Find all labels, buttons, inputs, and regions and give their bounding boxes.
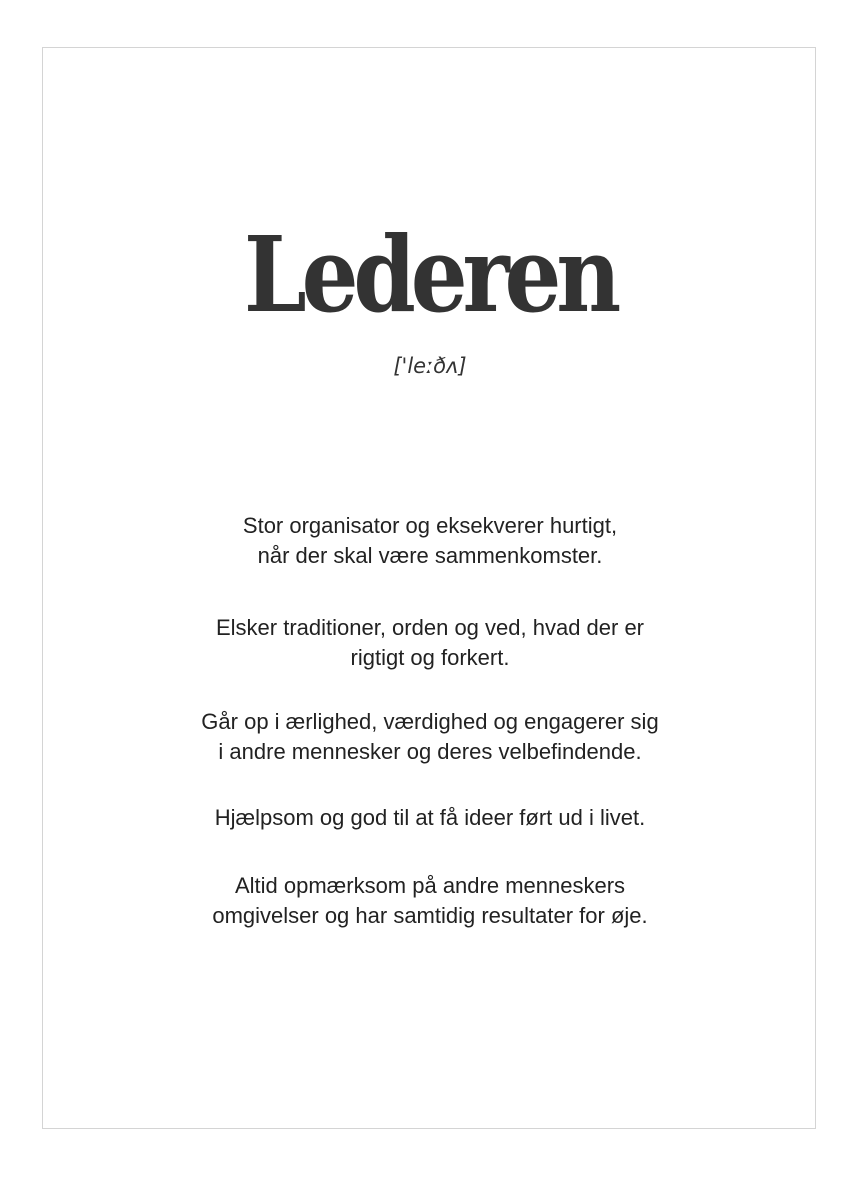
definition-paragraph-5	[0, 871, 860, 931]
phonetic-transcription: ['leːðʌ]	[393, 354, 467, 378]
paragraph-line: Elsker traditioner, orden og ved, hvad der er	[215, 615, 645, 640]
definition-paragraph-1	[0, 511, 860, 571]
definition-paragraph-2	[0, 613, 860, 673]
poster-frame	[42, 47, 816, 1129]
poster-title: Lederen	[243, 213, 617, 336]
paragraph-line: Altid opmærksom på andre menneskers	[234, 873, 626, 898]
paragraph-line: Går op i ærlighed, værdighed og engagerer sig	[201, 709, 659, 734]
definition-paragraph-3	[0, 707, 860, 767]
paragraph-line: rigtigt og forkert.	[350, 645, 510, 670]
paragraph-line: Hjælpsom og god til at få ideer ført ud i livet.	[214, 805, 646, 830]
paragraph-line: i andre mennesker og deres velbefindende.	[218, 739, 642, 764]
paragraph-line: når der skal være sammenkomster.	[257, 543, 603, 568]
paragraph-line: omgivelser og har samtidig resultater for øje.	[212, 903, 648, 928]
definition-paragraph-4	[0, 803, 860, 833]
paragraph-line: Stor organisator og eksekverer hurtigt,	[242, 513, 618, 538]
